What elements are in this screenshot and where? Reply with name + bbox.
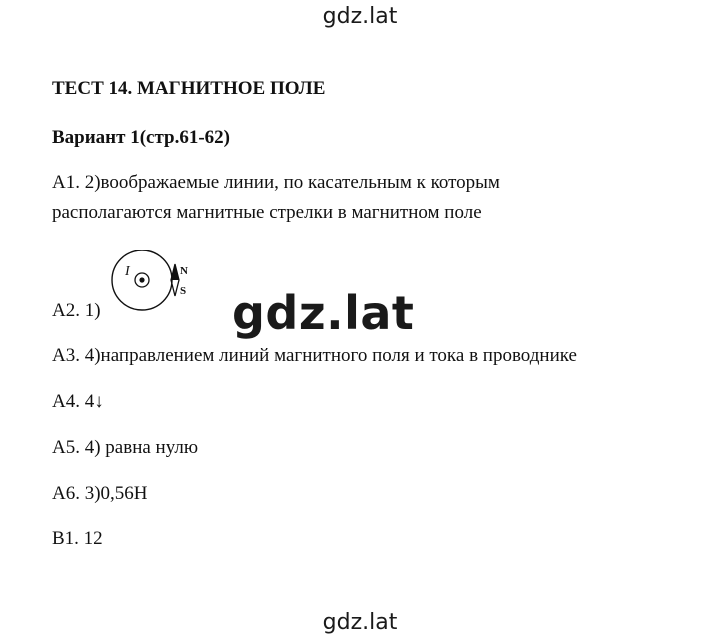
watermark-top: gdz.lat xyxy=(322,4,398,29)
south-label: S xyxy=(180,285,187,297)
watermark-bottom: gdz.lat xyxy=(322,610,398,635)
down-arrow-icon: ↓ xyxy=(94,391,104,412)
answer-a3: A3. 4)направлением линий магнитного поля и тока в проводнике xyxy=(52,345,577,366)
current-label: I xyxy=(125,264,130,279)
answer-b1: B1. 12 xyxy=(52,528,103,549)
current-dot xyxy=(139,277,144,282)
magnetic-field-figure xyxy=(104,250,194,314)
test-title: ТЕСТ 14. МАГНИТНОЕ ПОЛЕ xyxy=(52,78,326,99)
answer-a1-line2: располагаются магнитные стрелки в магнитном поле xyxy=(52,202,482,223)
answer-a4 xyxy=(52,391,104,413)
compass-needle-north xyxy=(171,264,179,280)
answer-a6: A6. 3)0,56H xyxy=(52,483,148,504)
answer-a5: A5. 4) равна нулю xyxy=(52,437,199,458)
variant-heading: Вариант 1(стр.61-62) xyxy=(52,127,231,148)
answer-a2: A2. 1) xyxy=(52,300,101,321)
answer-a4-text: A4. 4 xyxy=(52,391,95,412)
answer-a1-line1: A1. 2)воображаемые линии, по касательным к которым xyxy=(52,172,500,193)
north-label: N xyxy=(180,265,188,277)
watermark-center: gdz.lat xyxy=(232,286,415,340)
